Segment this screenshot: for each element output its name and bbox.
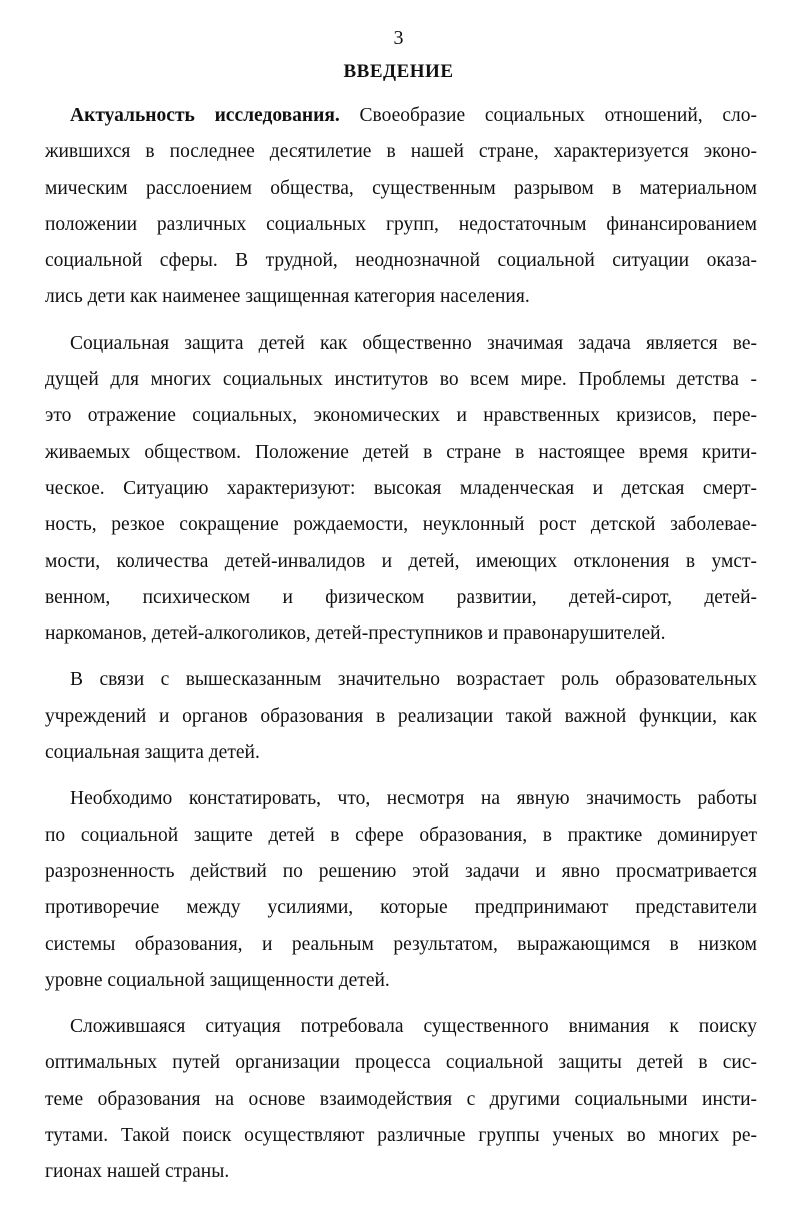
paragraph-line: В связи с вышесказанным значительно возрастает роль образовательных bbox=[70, 669, 757, 691]
paragraph-line: уровне социальной защищенности детей. bbox=[45, 969, 390, 991]
paragraph-line: живаемых обществом. Положение детей в стране в настоящее время крити- bbox=[45, 441, 757, 463]
paragraph-line: оптимальных путей организации процесса социальной защиты детей в сис- bbox=[45, 1052, 757, 1074]
paragraph-line: венном, психическом и физическом развитии, детей-сирот, детей- bbox=[45, 586, 757, 608]
paragraph-line: ность, резкое сокращение рождаемости, неуклонный рост детской заболевае- bbox=[45, 514, 757, 536]
paragraph-line: положении различных социальных групп, недостаточным финансированием bbox=[45, 213, 757, 235]
paragraph-line: теме образования на основе взаимодействия с другими социальными инсти- bbox=[45, 1088, 757, 1110]
paragraph-line: разрозненность действий по решению этой задачи и явно просматривается bbox=[45, 860, 757, 882]
paragraph bbox=[45, 662, 757, 771]
paragraph-line: учреждений и органов образования в реализации такой важной функции, как bbox=[45, 705, 757, 727]
paragraph-line: это отражение социальных, экономических и нравственных кризисов, пере- bbox=[45, 405, 757, 427]
paragraph-line: Сложившаяся ситуация потребовала существенного внимания к поиску bbox=[70, 1016, 757, 1038]
paragraph-line: жившихся в последнее десятилетие в нашей стране, характеризуется эконо- bbox=[45, 141, 757, 163]
paragraph-line: ческое. Ситуацию характеризуют: высокая младенческая и детская смерт- bbox=[45, 477, 757, 499]
paragraph-line: социальной сферы. В трудной, неоднозначной социальной ситуации оказа- bbox=[45, 250, 757, 272]
page-number: 3 bbox=[393, 27, 404, 49]
paragraph-line: социальная защита детей. bbox=[45, 742, 260, 764]
paragraph-line: Социальная защита детей как общественно значимая задача является ве- bbox=[70, 332, 757, 354]
paragraph-line: мости, количества детей-инвалидов и детей, имеющих отклонения в умст- bbox=[45, 550, 757, 572]
section-heading: ВВЕДЕНИЕ bbox=[343, 61, 454, 82]
paragraph-line: наркоманов, детей-алкоголиков, детей-преступников и правонарушителей. bbox=[45, 623, 666, 645]
paragraph-line: Актуальность исследования. Своеобразие социальных отношений, сло- bbox=[70, 105, 757, 126]
body-text bbox=[45, 98, 757, 1201]
paragraph-line: системы образования, и реальным результатом, выражающимся в низком bbox=[45, 933, 757, 955]
paragraph-line: лись дети как наименее защищенная категория населения. bbox=[45, 286, 530, 308]
paragraph bbox=[45, 326, 757, 653]
paragraph bbox=[45, 781, 757, 999]
paragraph-line: мическим расслоением общества, существенным разрывом в материальном bbox=[45, 177, 757, 199]
paragraph-line: дущей для многих социальных институтов во всем мире. Проблемы детства - bbox=[45, 369, 757, 391]
paragraph bbox=[45, 98, 757, 316]
paragraph-line: противоречие между усилиями, которые предпринимают представители bbox=[45, 897, 757, 919]
paragraph bbox=[45, 1009, 757, 1190]
paragraph-line: Необходимо констатировать, что, несмотря на явную значимость работы bbox=[70, 788, 757, 810]
paragraph-line: гионах нашей страны. bbox=[45, 1161, 230, 1183]
paragraph-lead: Актуальность исследования. bbox=[70, 105, 340, 126]
paragraph-line: по социальной защите детей в сфере образования, в практике доминирует bbox=[45, 824, 757, 846]
paragraph-line: тутами. Такой поиск осуществляют различные группы ученых во многих ре- bbox=[45, 1125, 757, 1147]
